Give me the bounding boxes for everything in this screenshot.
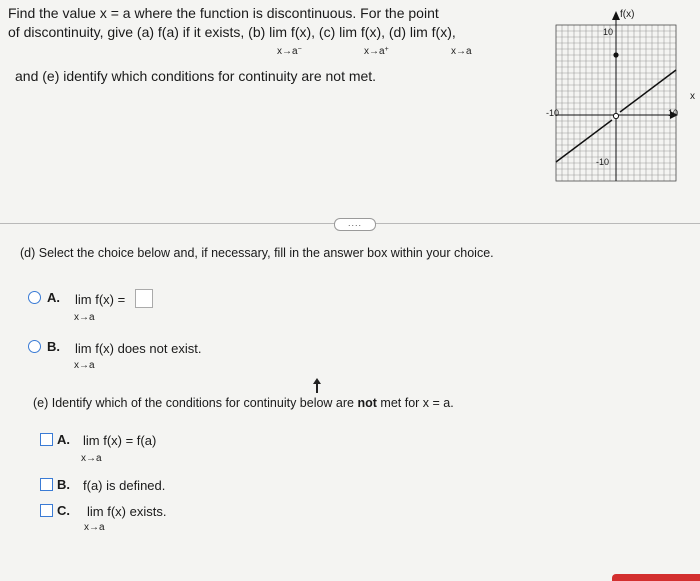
part-d-option-b-radio[interactable] (28, 340, 41, 353)
part-e-option-c-text: lim f(x) exists. (87, 504, 167, 519)
limit-subscript-d: x→a (451, 46, 472, 57)
question-line-2: of discontinuity, give (a) f(a) if it exists, (b) lim f(x), (c) lim f(x), (d) lim f(x), (8, 24, 456, 40)
more-button[interactable]: .... (334, 218, 376, 231)
part-e-option-c-checkbox[interactable] (40, 504, 53, 517)
part-d-option-a-text: lim f(x) = (75, 292, 126, 307)
part-d-prompt: (d) Select the choice below and, if necessary, fill in the answer box within your choice. (20, 246, 494, 260)
x-tick-left: -10 (546, 108, 560, 118)
part-e-option-b-letter: B. (57, 477, 70, 492)
part-e-option-c-letter: C. (57, 503, 70, 518)
y-axis-label: f(x) (620, 9, 635, 20)
part-e-option-b-text: f(a) is defined. (83, 478, 166, 493)
part-d-option-b-sub: x→a (74, 360, 95, 371)
part-d-answer-box[interactable] (135, 289, 153, 308)
question-line-1: Find the value x = a where the function is discontinuous. For the point (8, 5, 439, 21)
y-tick-top: 10 (603, 27, 614, 37)
part-d-option-b-letter: B. (47, 339, 60, 354)
part-e-option-a-checkbox[interactable] (40, 433, 53, 446)
part-e-option-a-letter: A. (57, 432, 70, 447)
part-e-option-c-sub: x→a (84, 522, 105, 533)
question-line-3: and (e) identify which conditions for continuity are not met. (15, 68, 377, 84)
limit-subscript-b: x→a− (277, 46, 302, 57)
x-axis-label: x (690, 91, 695, 102)
limit-subscript-c: x→a+ (364, 46, 389, 57)
part-d-option-b-text: lim f(x) does not exist. (75, 341, 202, 356)
part-e-option-a-text: lim f(x) = f(a) (83, 433, 157, 448)
function-graph (540, 5, 700, 195)
part-d-option-a-radio[interactable] (28, 291, 41, 304)
x-tick-right: 10 (668, 108, 679, 118)
part-e-option-a-sub: x→a (81, 453, 102, 464)
part-e-option-b-checkbox[interactable] (40, 478, 53, 491)
part-e-prompt: (e) Identify which of the conditions for continuity below are not met for x = a. (33, 396, 454, 410)
part-d-option-a-sub: x→a (74, 312, 95, 323)
y-tick-bottom: -10 (596, 157, 610, 167)
taskbar-accent (612, 574, 700, 581)
part-d-option-a-letter: A. (47, 290, 60, 305)
